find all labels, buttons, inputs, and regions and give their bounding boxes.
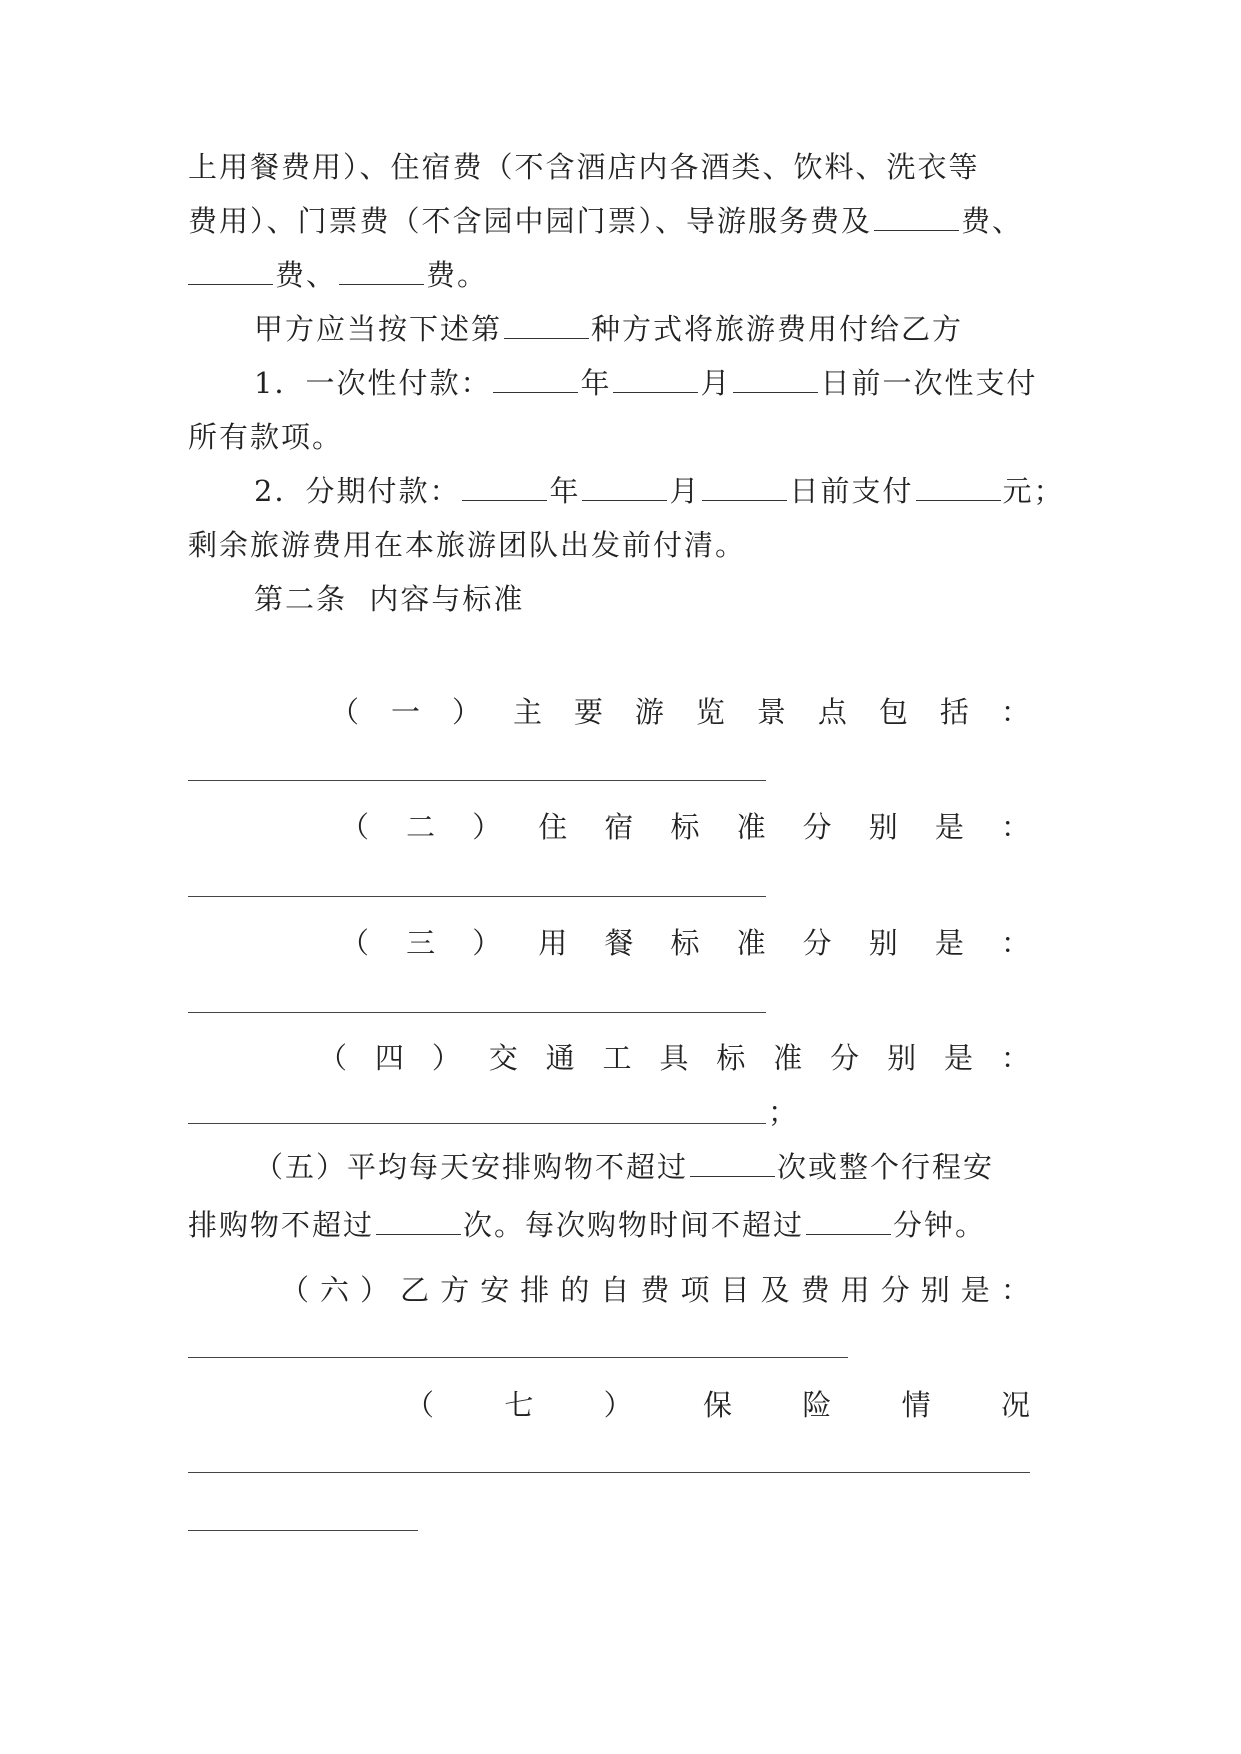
char: （ (280, 1273, 310, 1307)
item-4-heading (318, 1036, 1030, 1077)
text-segment: ； (768, 1095, 800, 1129)
fill-line[interactable] (188, 1530, 418, 1531)
char: 准 (736, 926, 766, 960)
char: ） (431, 1041, 461, 1075)
char: 分 (830, 1041, 860, 1075)
char: 工 (602, 1041, 632, 1075)
text-segment: 费。 (426, 258, 489, 292)
char: 准 (773, 1041, 803, 1075)
text-segment: 年 (549, 474, 581, 508)
char: ： (1000, 1041, 1030, 1075)
char: 七 (504, 1388, 534, 1422)
fill-blank[interactable] (613, 368, 698, 393)
section-heading (254, 582, 524, 617)
fill-blank[interactable] (916, 476, 1001, 501)
text-segment: 月 (700, 366, 732, 400)
char: 交 (488, 1041, 518, 1075)
fill-blank[interactable] (376, 1210, 461, 1235)
text-segment: 排购物不超过 (188, 1208, 375, 1242)
char: ） (451, 695, 481, 729)
item-2-heading (340, 805, 1030, 846)
fill-blank[interactable] (493, 368, 578, 393)
char: 险 (802, 1388, 832, 1422)
char: 六 (320, 1273, 350, 1307)
text-line (188, 1208, 986, 1243)
text-line (188, 258, 488, 293)
char: 费 (800, 1273, 830, 1307)
char: 标 (716, 1041, 746, 1075)
char: （ (330, 695, 360, 729)
fill-line[interactable] (188, 1472, 1030, 1473)
text-line (254, 474, 1065, 509)
char: （ (340, 810, 370, 844)
char: 住 (538, 810, 568, 844)
fill-blank[interactable] (702, 476, 787, 501)
char: 况 (1000, 1388, 1030, 1422)
char: 准 (736, 810, 766, 844)
char: 括 (939, 695, 969, 729)
char: 通 (545, 1041, 575, 1075)
char: 及 (760, 1273, 790, 1307)
char: 览 (695, 695, 725, 729)
char: 标 (670, 926, 700, 960)
char: 宿 (604, 810, 634, 844)
char: 游 (634, 695, 664, 729)
char: 是 (934, 810, 964, 844)
char: 点 (817, 695, 847, 729)
fill-blank[interactable] (582, 476, 667, 501)
char: 餐 (604, 926, 634, 960)
text-segment: 种方式将旅游费用付给乙方 (591, 312, 964, 346)
char: ） (360, 1273, 390, 1307)
text-line (188, 150, 980, 185)
char: 三 (406, 926, 436, 960)
text-line (188, 528, 746, 563)
fill-blank[interactable] (188, 260, 273, 285)
fill-line[interactable] (188, 896, 766, 897)
char: 分 (880, 1273, 910, 1307)
text-line (188, 420, 343, 455)
char: 别 (868, 810, 898, 844)
text-line (254, 312, 963, 347)
text-segment: 月 (669, 474, 701, 508)
char: 分 (802, 810, 832, 844)
char: 费 (640, 1273, 670, 1307)
char: （ (340, 926, 370, 960)
char: （ (405, 1388, 435, 1422)
char: 保 (702, 1388, 732, 1422)
char: 包 (878, 695, 908, 729)
text-segment: 费、 (961, 204, 1024, 238)
text-segment: 分钟。 (893, 1208, 987, 1242)
char: 别 (920, 1273, 950, 1307)
char: ： (1000, 695, 1030, 729)
char: 要 (573, 695, 603, 729)
fill-line[interactable] (188, 1123, 766, 1124)
item-3-heading (340, 921, 1030, 962)
char: 主 (512, 695, 542, 729)
char: 排 (520, 1273, 550, 1307)
text-segment: （五）平均每天安排购物不超过 (254, 1150, 689, 1184)
char: ： (1000, 926, 1030, 960)
item-1-heading (330, 690, 1030, 731)
text-segment: 费用）、门票费（不含园中园门票）、导游服务费及 (188, 204, 873, 238)
fill-blank[interactable] (733, 368, 818, 393)
char: 景 (756, 695, 786, 729)
char: 方 (440, 1273, 470, 1307)
char: 安 (480, 1273, 510, 1307)
text-segment: 次或整个行程安 (777, 1150, 995, 1184)
text-segment: 剩余旅游费用在本旅游团队出发前付清。 (188, 528, 747, 562)
char: 标 (670, 810, 700, 844)
fill-line[interactable] (188, 780, 766, 781)
fill-blank[interactable] (339, 260, 424, 285)
char: ） (603, 1388, 633, 1422)
text-segment: 2．分期付款： (254, 474, 461, 508)
char: 别 (868, 926, 898, 960)
char: ： (1000, 810, 1030, 844)
char: ） (472, 926, 502, 960)
text-segment: 甲方应当按下述第 (254, 312, 503, 346)
text-line (768, 1095, 799, 1130)
char: 四 (374, 1041, 404, 1075)
fill-blank[interactable] (462, 476, 547, 501)
text-line (188, 204, 1023, 239)
char: 的 (560, 1273, 590, 1307)
char: ） (472, 810, 502, 844)
char: ： (1000, 1273, 1030, 1307)
char: 项 (680, 1273, 710, 1307)
text-segment: 费、 (275, 258, 338, 292)
text-segment: 年 (580, 366, 612, 400)
text-segment: 元； (1002, 474, 1065, 508)
fill-line[interactable] (188, 1012, 766, 1013)
text-segment: 次。每次购物时间不超过 (463, 1208, 805, 1242)
fill-blank[interactable] (690, 1152, 775, 1177)
text-segment: 日前一次性支付 (820, 366, 1038, 400)
char: 分 (802, 926, 832, 960)
text-segment: 1．一次性付款： (254, 366, 492, 400)
text-segment: 所有款项。 (188, 420, 344, 454)
char: 目 (720, 1273, 750, 1307)
text-segment: 上用餐费用）、住宿费（不含酒店内各酒类、饮料、洗衣等 (188, 150, 980, 184)
fill-blank[interactable] (874, 206, 959, 231)
text-segment: 日前支付 (789, 474, 914, 508)
char: 自 (600, 1273, 630, 1307)
char: 是 (934, 926, 964, 960)
char: 是 (943, 1041, 973, 1075)
char: 是 (960, 1273, 990, 1307)
char: 具 (659, 1041, 689, 1075)
text-line (254, 366, 1038, 401)
char: 一 (390, 695, 420, 729)
fill-blank[interactable] (504, 314, 589, 339)
char: 别 (887, 1041, 917, 1075)
item-7-heading (405, 1383, 1030, 1424)
item-6-heading (280, 1268, 1030, 1309)
char: （ (318, 1041, 348, 1075)
text-line (254, 1150, 994, 1185)
char: 用 (840, 1273, 870, 1307)
char: 情 (901, 1388, 931, 1422)
fill-blank[interactable] (806, 1210, 891, 1235)
fill-line[interactable] (188, 1357, 848, 1358)
text-segment: 第二条 内容与标准 (254, 582, 525, 616)
char: 用 (538, 926, 568, 960)
char: 二 (406, 810, 436, 844)
char: 乙 (400, 1273, 430, 1307)
